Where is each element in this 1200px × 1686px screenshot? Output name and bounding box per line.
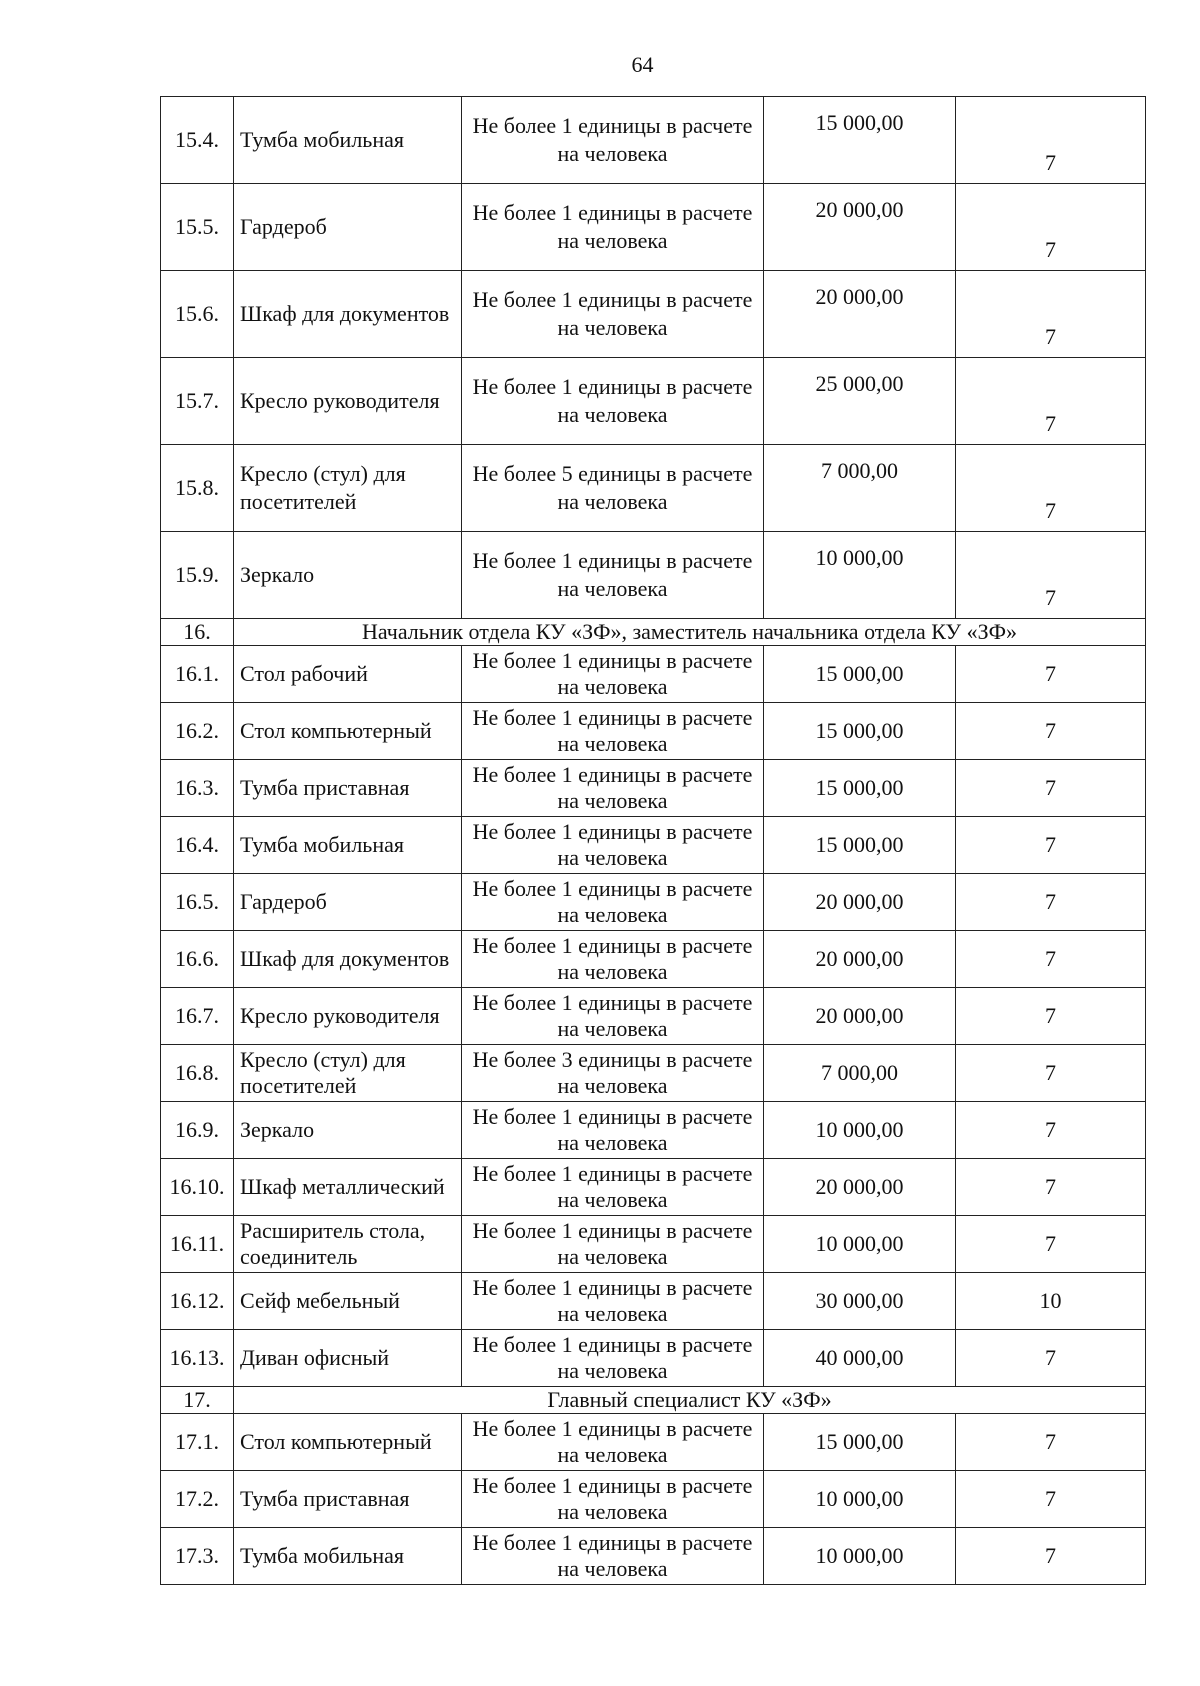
item-price: 20 000,00 — [764, 1159, 956, 1216]
item-norm: Не более 1 единицы в расчете на человека — [462, 988, 764, 1045]
item-price: 10 000,00 — [764, 1102, 956, 1159]
item-price: 40 000,00 — [764, 1330, 956, 1387]
item-service-life: 7 — [956, 358, 1146, 445]
table-row — [161, 1159, 1146, 1216]
table-body — [161, 97, 1146, 1585]
item-price: 15 000,00 — [764, 760, 956, 817]
item-service-life: 7 — [956, 817, 1146, 874]
item-price: 20 000,00 — [764, 874, 956, 931]
item-service-life: 7 — [956, 1414, 1146, 1471]
item-service-life: 7 — [956, 97, 1146, 184]
item-name: Диван офисный — [234, 1330, 462, 1387]
item-name: Гардероб — [234, 874, 462, 931]
item-norm: Не более 1 единицы в расчете на человека — [462, 271, 764, 358]
table-row — [161, 1216, 1146, 1273]
item-price: 15 000,00 — [764, 97, 956, 184]
item-price: 30 000,00 — [764, 1273, 956, 1330]
item-service-life: 7 — [956, 1102, 1146, 1159]
item-price: 20 000,00 — [764, 271, 956, 358]
table-row — [161, 271, 1146, 358]
item-service-life: 7 — [956, 184, 1146, 271]
item-name: Гардероб — [234, 184, 462, 271]
item-service-life: 7 — [956, 271, 1146, 358]
item-norm: Не более 1 единицы в расчете на человека — [462, 1414, 764, 1471]
item-number: 16.7. — [161, 988, 234, 1045]
item-norm: Не более 1 единицы в расчете на человека — [462, 703, 764, 760]
table-row — [161, 1273, 1146, 1330]
item-price: 10 000,00 — [764, 532, 956, 619]
item-name: Стол компьютерный — [234, 703, 462, 760]
item-norm: Не более 1 единицы в расчете на человека — [462, 1471, 764, 1528]
item-name: Сейф мебельный — [234, 1273, 462, 1330]
item-number: 15.6. — [161, 271, 234, 358]
item-name: Шкаф для документов — [234, 271, 462, 358]
item-norm: Не более 1 единицы в расчете на человека — [462, 817, 764, 874]
item-price: 10 000,00 — [764, 1216, 956, 1273]
table-row — [161, 532, 1146, 619]
table-row — [161, 358, 1146, 445]
item-service-life: 7 — [956, 931, 1146, 988]
item-number: 16.12. — [161, 1273, 234, 1330]
item-name: Тумба приставная — [234, 1471, 462, 1528]
item-norm: Не более 1 единицы в расчете на человека — [462, 532, 764, 619]
item-price: 25 000,00 — [764, 358, 956, 445]
item-service-life: 7 — [956, 760, 1146, 817]
table-row — [161, 760, 1146, 817]
item-name: Кресло руководителя — [234, 988, 462, 1045]
item-name: Зеркало — [234, 532, 462, 619]
section-title: Главный специалист КУ «ЗФ» — [234, 1387, 1146, 1414]
item-service-life: 7 — [956, 1159, 1146, 1216]
section-header-row — [161, 619, 1146, 646]
item-number: 17.1. — [161, 1414, 234, 1471]
table-row — [161, 646, 1146, 703]
section-number: 16. — [161, 619, 234, 646]
item-service-life: 10 — [956, 1273, 1146, 1330]
item-price: 15 000,00 — [764, 1414, 956, 1471]
table-row — [161, 1102, 1146, 1159]
item-price: 10 000,00 — [764, 1471, 956, 1528]
section-title: Начальник отдела КУ «ЗФ», заместитель начальника отдела КУ «ЗФ» — [234, 619, 1146, 646]
item-norm: Не более 1 единицы в расчете на человека — [462, 874, 764, 931]
item-norm: Не более 1 единицы в расчете на человека — [462, 646, 764, 703]
item-norm: Не более 1 единицы в расчете на человека — [462, 184, 764, 271]
item-norm: Не более 5 единицы в расчете на человека — [462, 445, 764, 532]
item-number: 16.3. — [161, 760, 234, 817]
item-number: 15.8. — [161, 445, 234, 532]
item-price: 7 000,00 — [764, 1045, 956, 1102]
item-price: 15 000,00 — [764, 817, 956, 874]
item-norm: Не более 1 единицы в расчете на человека — [462, 760, 764, 817]
item-norm: Не более 1 единицы в расчете на человека — [462, 1216, 764, 1273]
item-number: 16.4. — [161, 817, 234, 874]
item-norm: Не более 1 единицы в расчете на человека — [462, 358, 764, 445]
item-number: 15.4. — [161, 97, 234, 184]
item-number: 16.13. — [161, 1330, 234, 1387]
item-price: 7 000,00 — [764, 445, 956, 532]
item-norm: Не более 1 единицы в расчете на человека — [462, 1102, 764, 1159]
item-number: 16.6. — [161, 931, 234, 988]
item-name: Шкаф металлический — [234, 1159, 462, 1216]
table-row — [161, 184, 1146, 271]
item-number: 15.5. — [161, 184, 234, 271]
item-norm: Не более 1 единицы в расчете на человека — [462, 97, 764, 184]
item-name: Тумба приставная — [234, 760, 462, 817]
item-norm: Не более 1 единицы в расчете на человека — [462, 1528, 764, 1585]
table-row — [161, 988, 1146, 1045]
section-number: 17. — [161, 1387, 234, 1414]
item-norm: Не более 1 единицы в расчете на человека — [462, 931, 764, 988]
item-name: Стол компьютерный — [234, 1414, 462, 1471]
table-row — [161, 1528, 1146, 1585]
item-service-life: 7 — [956, 445, 1146, 532]
item-name: Тумба мобильная — [234, 1528, 462, 1585]
item-service-life: 7 — [956, 1528, 1146, 1585]
item-name: Стол рабочий — [234, 646, 462, 703]
item-service-life: 7 — [956, 1471, 1146, 1528]
item-service-life: 7 — [956, 1216, 1146, 1273]
item-number: 16.9. — [161, 1102, 234, 1159]
item-name: Кресло руководителя — [234, 358, 462, 445]
item-number: 15.9. — [161, 532, 234, 619]
item-name: Кресло (стул) для посетителей — [234, 445, 462, 532]
page-number: 64 — [631, 52, 654, 77]
item-price: 15 000,00 — [764, 646, 956, 703]
item-price: 15 000,00 — [764, 703, 956, 760]
item-number: 15.7. — [161, 358, 234, 445]
item-norm: Не более 1 единицы в расчете на человека — [462, 1273, 764, 1330]
item-price: 20 000,00 — [764, 931, 956, 988]
item-price: 20 000,00 — [764, 184, 956, 271]
section-header-row — [161, 1387, 1146, 1414]
item-number: 17.3. — [161, 1528, 234, 1585]
table-row — [161, 874, 1146, 931]
table-row — [161, 703, 1146, 760]
item-service-life: 7 — [956, 1330, 1146, 1387]
item-name: Кресло (стул) для посетителей — [234, 1045, 462, 1102]
item-name: Зеркало — [234, 1102, 462, 1159]
table-row — [161, 1045, 1146, 1102]
table-row — [161, 445, 1146, 532]
item-price: 20 000,00 — [764, 988, 956, 1045]
item-number: 17.2. — [161, 1471, 234, 1528]
item-service-life: 7 — [956, 646, 1146, 703]
item-name: Тумба мобильная — [234, 97, 462, 184]
item-name: Тумба мобильная — [234, 817, 462, 874]
table-row — [161, 817, 1146, 874]
furniture-norms-table — [160, 96, 1146, 1585]
item-name: Расширитель стола, соединитель — [234, 1216, 462, 1273]
item-number: 16.5. — [161, 874, 234, 931]
item-price: 10 000,00 — [764, 1528, 956, 1585]
table-row — [161, 931, 1146, 988]
item-number: 16.10. — [161, 1159, 234, 1216]
table-row — [161, 97, 1146, 184]
item-norm: Не более 1 единицы в расчете на человека — [462, 1330, 764, 1387]
table-row — [161, 1330, 1146, 1387]
table-row — [161, 1471, 1146, 1528]
item-norm: Не более 1 единицы в расчете на человека — [462, 1159, 764, 1216]
item-service-life: 7 — [956, 1045, 1146, 1102]
item-number: 16.2. — [161, 703, 234, 760]
item-number: 16.11. — [161, 1216, 234, 1273]
item-service-life: 7 — [956, 874, 1146, 931]
item-name: Шкаф для документов — [234, 931, 462, 988]
item-number: 16.1. — [161, 646, 234, 703]
item-service-life: 7 — [956, 532, 1146, 619]
item-number: 16.8. — [161, 1045, 234, 1102]
item-service-life: 7 — [956, 703, 1146, 760]
item-service-life: 7 — [956, 988, 1146, 1045]
table-row — [161, 1414, 1146, 1471]
item-norm: Не более 3 единицы в расчете на человека — [462, 1045, 764, 1102]
